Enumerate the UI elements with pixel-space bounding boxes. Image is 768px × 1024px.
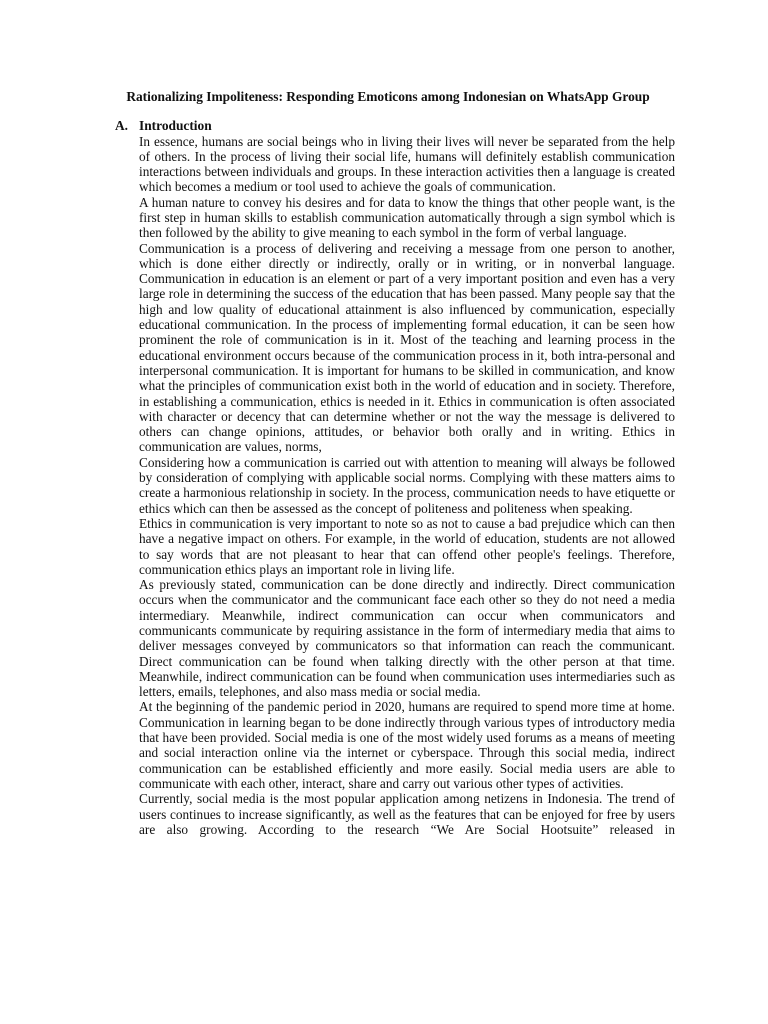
paragraph-social-media-trend: Currently, social media is the most popular application among netizens in Indonesia. The trend of users continues to increase significantly, as well as the features that can be enjoyed for free by users are also growing. According to the research “We Are Social Hootsuite” released in [139,791,675,837]
section-heading-text: Introduction [139,118,212,133]
section-marker: A. [115,118,129,133]
paragraph-human-nature: A human nature to convey his desires and for data to know the things that other people want, is the first step in human skills to establish communication automatically through a sign symbol which is then followed by the ability to give meaning to each symbol in the form of verbal language. [139,194,675,241]
body-text [139,134,675,838]
paragraph-communication-process: Communication is a process of delivering and receiving a message from one person to another, which is done either directly or indirectly, orally or in writing, or in nonverbal language. Communication in education is an element or part of a very important position and even has a very large role in determining the success of the education that has been passed. Many people say that the high and low quality of educational attainment is also influenced by communication, especially educational communication. In the process of implementing formal education, it can be seen how prominent the role of communication is in it. Most of the teaching and learning process in the educational environment occurs because of the communication process in it, both intra-personal and interpersonal communication. It is important for humans to be skilled in communication, and know what the principles of communication exist both in the world of education and in society. Therefore, in establishing a communication, ethics is needed in it. Ethics in communication is often associated with character or decency that can determine whether or not the way the message is delivered to others can change opinions, attitudes, or behavior both orally and in writing. Ethics in communication are values, norms, [139,240,675,455]
paragraph-ethics: Ethics in communication is very important to note so as not to cause a bad prejudice which can then have a negative impact on others. For example, in the world of education, students are not allowed to say words that are not pleasant to hear that can offend other people's feelings. Therefore, communication ethics plays an important role in living life. [139,515,675,577]
document-title: Rationalizing Impoliteness: Responding Emoticons among Indonesian on WhatsApp Group [126,89,650,104]
paragraph-direct-indirect: As previously stated, communication can be done directly and indirectly. Direct communication occurs when the communicator and the communicant face each other so they do not need a media intermediary. Meanwhile, indirect communication can occur when communicators and communicants communicate by requiring assistance in the form of intermediary media that aims to deliver messages conveyed by communicators so that information can reach the communicant. Direct communication can be found when talking directly with the other person at that time. Meanwhile, indirect communication can be found when communication uses intermediaries such as letters, emails, telephones, and also mass media or social media. [139,577,675,700]
section-heading [115,118,212,134]
paragraph-essence: In essence, humans are social beings who in living their lives will never be separated from the help of others. In the process of living their social life, humans will definitely establish communication interactions between individuals and groups. In these interaction activities then a language is created which becomes a medium or tool used to achieve the goals of communication. [139,133,675,195]
paragraph-pandemic: At the beginning of the pandemic period in 2020, humans are required to spend more time at home. Communication in learning began to be done indirectly through various types of introductory media that have been provided. Social media is one of the most widely used forums as a means of meeting and social interaction online via the internet or cyberspace. Through this social media, indirect communication can be established efficiently and more easily. Social media users are able to communicate with each other, interact, share and carry out various other types of activities. [139,699,675,791]
paragraph-social-norms: Considering how a communication is carried out with attention to meaning will always be followed by consideration of complying with applicable social norms. Complying with these matters aims to create a harmonious relationship in society. In the process, communication needs to have etiquette or ethics which can then be assessed as the concept of politeness and politeness when speaking. [139,454,676,516]
